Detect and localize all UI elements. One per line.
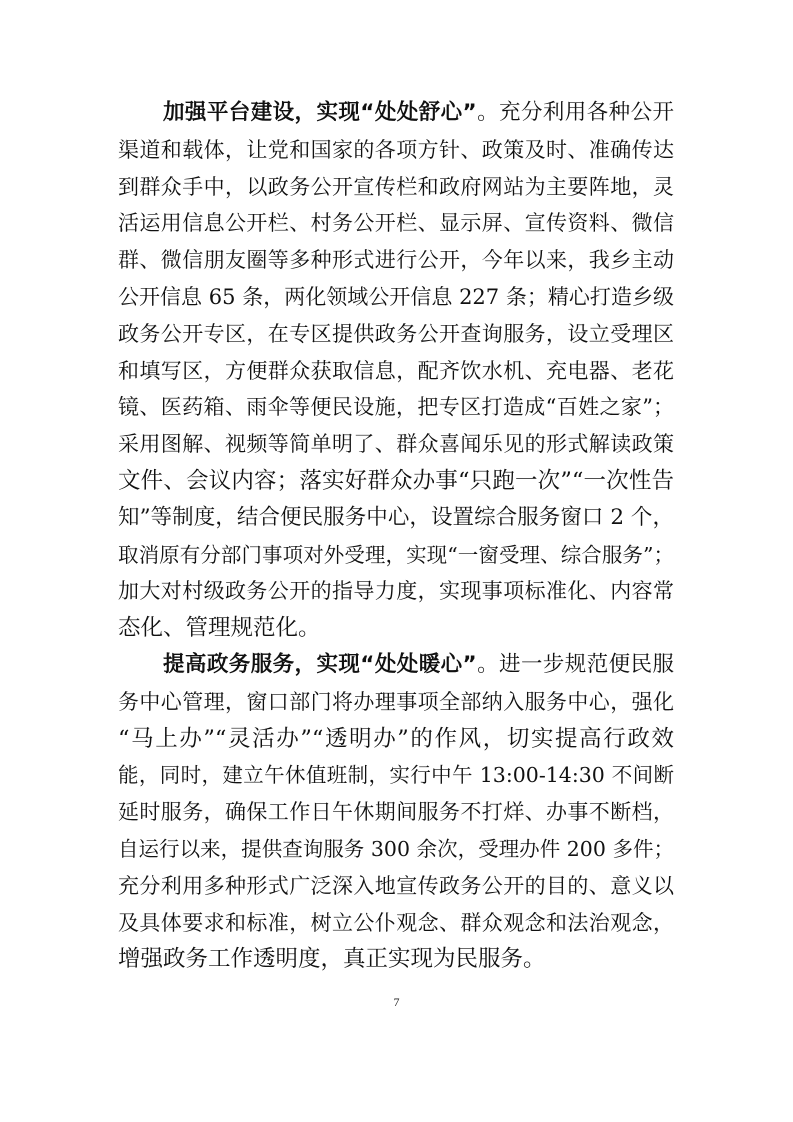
paragraph-1-line-10: 采用图解、视频等简单明了、群众喜闻乐见的形式解读政策 xyxy=(118,432,674,457)
paragraph-1-line-4: 活运用信息公开栏、村务公开栏、显示屏、宣传资料、微信 xyxy=(118,211,674,236)
paragraph-2-line-6: 自运行以来，提供查询服务 300 余次，受理办件 200 多件； xyxy=(118,837,674,861)
paragraph-2-line-2: 务中心管理，窗口部门将办理事项全部纳入服务中心，强化 xyxy=(118,689,674,714)
paragraph-1-line-11: 文件、会议内容；落实好群众办事“只跑一次”“一次性告 xyxy=(118,468,674,494)
paragraph-2-line-9: 增强政务工作透明度，真正实现为民服务。 xyxy=(118,946,546,973)
paragraph-1-line-5: 群、微信朋友圈等多种形式进行公开，今年以来，我乡主动 xyxy=(118,248,674,273)
page-number: 7 xyxy=(393,995,400,1010)
paragraph-2-line-7: 充分利用多种形式广泛深入地宣传政务公开的目的、意义以 xyxy=(118,873,674,898)
paragraph-1-line-2: 渠道和载体，让党和国家的各项方针、政策及时、准确传达 xyxy=(118,137,674,162)
paragraph-1-line-3: 到群众手中，以政务公开宣传栏和政府网站为主要阵地，灵 xyxy=(118,174,674,199)
paragraph-1-line-9: 镜、医药箱、雨伞等便民设施，把专区打造成“百姓之家”； xyxy=(118,395,674,420)
paragraph-1-line-15: 态化、管理规范化。 xyxy=(118,615,321,642)
paragraph-1-heading: 加强平台建设，实现“处处舒心” xyxy=(163,100,477,125)
paragraph-2-line-3: “马上办”“灵活办”“透明办”的作风，切实提高行政效 xyxy=(118,725,674,752)
paragraph-1-line-7: 政务公开专区，在专区提供政务公开查询服务，设立受理区 xyxy=(118,321,674,346)
paragraph-1-line-8: 和填写区，方便群众获取信息，配齐饮水机、充电器、老花 xyxy=(118,358,674,383)
paragraph-1-text: 。充分利用各种公开 xyxy=(476,100,674,125)
paragraph-2-line-8: 及具体要求和标准，树立公仆观念、群众观念和法治观念， xyxy=(118,910,674,935)
paragraph-2-line-1 xyxy=(163,650,674,680)
paragraph-1-line-13: 取消原有分部门事项对外受理，实现“一窗受理、综合服务”； xyxy=(118,542,674,567)
paragraph-1-line-6: 公开信息 65 条，两化领域公开信息 227 条；精心打造乡级 xyxy=(118,285,674,309)
paragraph-1-line-1 xyxy=(163,98,674,128)
paragraph-1-line-14: 加大对村级政务公开的指导力度，实现事项标准化、内容常 xyxy=(118,579,674,604)
paragraph-2-line-4: 能，同时，建立午休值班制，实行中午 13:00-14:30 不间断 xyxy=(118,763,674,788)
paragraph-2-text: 。进一步规范便民服 xyxy=(476,652,674,677)
paragraph-2-line-5: 延时服务，确保工作日午休期间服务不打烊、办事不断档， xyxy=(118,800,674,825)
paragraph-2-heading: 提高政务服务，实现“处处暖心” xyxy=(163,652,477,677)
paragraph-1-line-12: 知”等制度，结合便民服务中心，设置综合服务窗口 2 个， xyxy=(118,504,674,530)
